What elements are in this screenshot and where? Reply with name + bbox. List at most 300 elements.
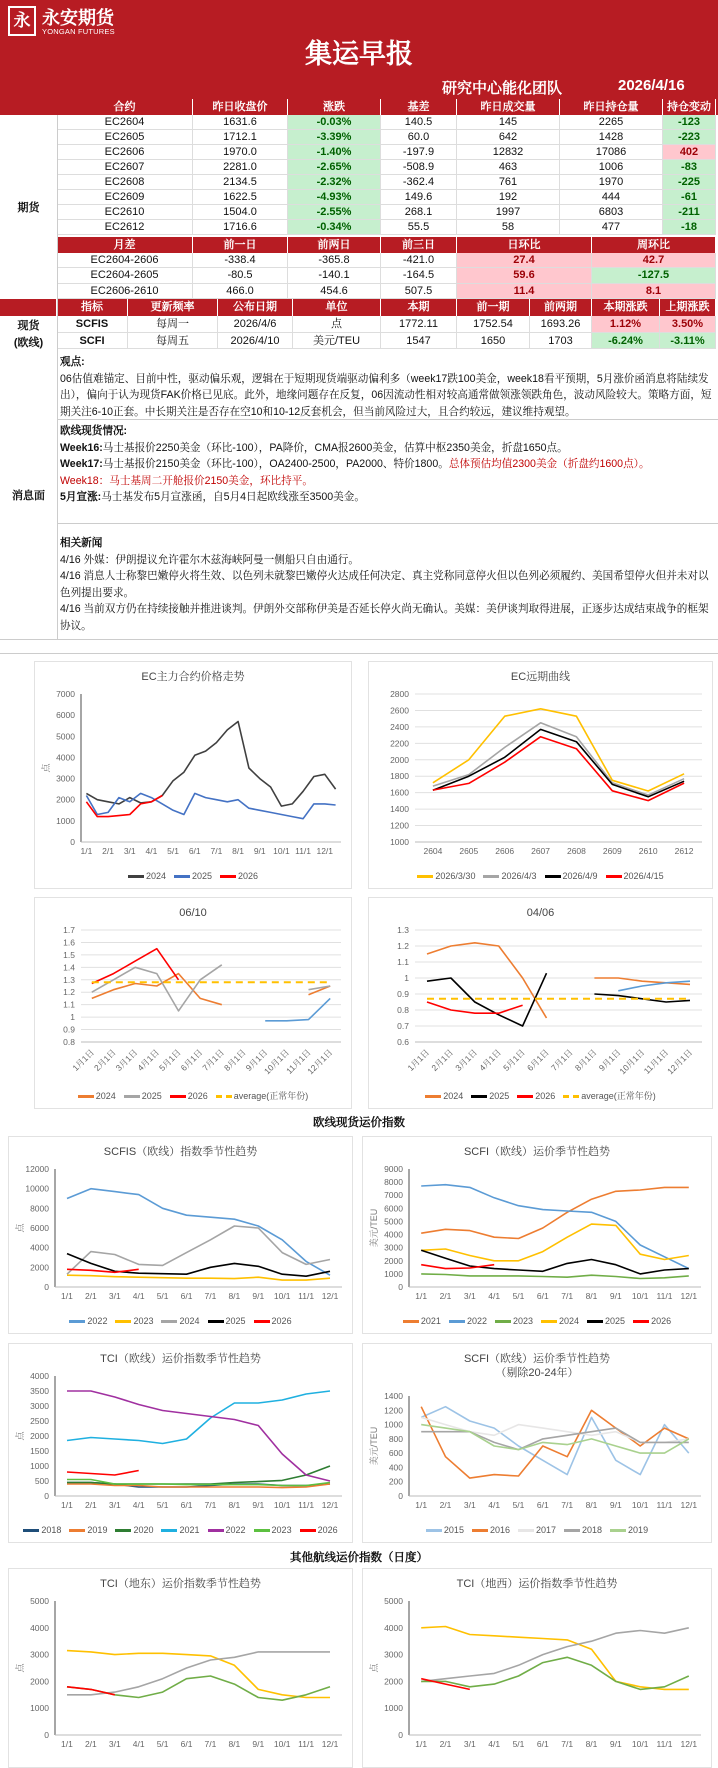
legend-swatch — [208, 1320, 224, 1323]
x-tick-label: 1/1 — [415, 1739, 428, 1749]
x-tick-label: 11/1 — [656, 1291, 673, 1301]
x-tick-label: 11/1 — [298, 1739, 315, 1749]
legend-item — [633, 1316, 671, 1327]
legend-label: 2023 — [133, 1316, 154, 1326]
x-tick-label: 12/1 — [321, 1500, 339, 1510]
x-tick-label: 7月1日 — [548, 1047, 575, 1073]
table-cell: 60.0 — [381, 130, 457, 144]
column-header: 涨跌 — [288, 99, 381, 115]
legend-swatch — [78, 1095, 94, 1098]
legend-swatch — [220, 875, 236, 878]
spot-line — [60, 440, 712, 457]
x-tick-label: 1/1 — [80, 846, 93, 856]
series-line-2023 — [67, 1275, 330, 1280]
legend-label: 2026/4/3 — [501, 871, 537, 881]
table-cell: 2281.0 — [193, 160, 288, 174]
column-header: 更新频率 — [128, 299, 218, 316]
x-tick-label: 2610 — [638, 846, 658, 856]
y-tick-label: 4000 — [384, 1622, 403, 1633]
y-tick-label: 9000 — [384, 1164, 403, 1174]
column-header: 单位 — [293, 299, 381, 316]
column-header: 昨日收盘价 — [193, 99, 288, 115]
legend-label: 2026 — [317, 1525, 338, 1535]
y-axis-label: 点 — [15, 1431, 25, 1441]
y-tick-label: 1400 — [384, 1391, 403, 1401]
x-tick-label: 5/1 — [512, 1500, 525, 1510]
futures-header-row — [57, 99, 716, 115]
logo-mark-icon: 永 — [8, 6, 36, 36]
y-tick-label: 400 — [388, 1462, 403, 1473]
legend-label: 2019 — [628, 1525, 649, 1535]
y-tick-label: 12000 — [25, 1164, 49, 1174]
table-cell: -140.1 — [288, 268, 381, 282]
table-cell: EC2612 — [57, 220, 193, 234]
x-tick-label: 10/1 — [273, 1739, 291, 1749]
y-tick-label: 5000 — [56, 731, 75, 742]
column-header: 基差 — [381, 99, 457, 115]
legend-item — [403, 1316, 441, 1327]
chart-legend — [13, 1316, 348, 1327]
series-line-2026/3/30 — [433, 709, 684, 791]
analysis-block — [60, 354, 712, 420]
table-row — [57, 175, 716, 190]
table-cell: 6803 — [560, 205, 663, 219]
y-tick-label: 2000 — [384, 1676, 403, 1687]
x-tick-label: 6/1 — [180, 1500, 193, 1510]
series-line-2023 — [421, 1274, 689, 1279]
y-tick-label: 0 — [44, 1282, 49, 1292]
legend-swatch — [69, 1529, 85, 1532]
table-cell: 59.6 — [457, 268, 592, 282]
series-line-2026 — [86, 796, 162, 817]
x-tick-label: 12/1 — [321, 1739, 339, 1749]
table-cell: 3.50% — [660, 316, 716, 332]
chart-plot — [35, 662, 351, 888]
legend-swatch — [115, 1529, 131, 1532]
y-axis-label: 点 — [369, 1663, 379, 1673]
x-tick-label: 4/1 — [132, 1500, 145, 1510]
y-tick-label: 2000 — [30, 1676, 49, 1687]
legend-item — [563, 1091, 656, 1102]
legend-swatch — [170, 1095, 186, 1098]
legend-label: 2024 — [179, 1316, 200, 1326]
legend-item — [610, 1525, 648, 1536]
x-tick-label: 6/1 — [180, 1739, 193, 1749]
column-header: 月差 — [57, 237, 193, 253]
legend-swatch — [606, 875, 622, 878]
x-tick-label: 1/1 — [61, 1739, 73, 1749]
y-tick-label: 3000 — [384, 1242, 403, 1253]
table-row — [57, 130, 716, 145]
series-line-2021 — [67, 1391, 330, 1444]
legend-swatch — [449, 1320, 465, 1323]
legend-swatch — [174, 875, 190, 878]
section-title-other-routes: 其他航线运价指数（日度） — [290, 1552, 428, 1564]
x-tick-label: 11/1 — [656, 1500, 673, 1510]
x-tick-label: 12/1 — [680, 1291, 698, 1301]
legend-swatch — [518, 1529, 534, 1532]
table-row — [57, 268, 716, 283]
table-cell: EC2610 — [57, 205, 193, 219]
legend-swatch — [254, 1529, 270, 1532]
y-tick-label: 7000 — [384, 1190, 403, 1201]
x-tick-label: 2607 — [531, 846, 551, 856]
x-tick-label: 8/1 — [585, 1500, 598, 1510]
x-tick-label: 6/1 — [188, 846, 201, 856]
legend-label: 2015 — [443, 1525, 464, 1535]
legend-label: 2026/4/9 — [562, 871, 598, 881]
table-cell: 149.6 — [381, 190, 457, 204]
y-tick-label: 1.1 — [397, 957, 409, 967]
legend-item — [161, 1525, 199, 1536]
chart-legend — [373, 871, 708, 882]
column-header: 周环比 — [592, 237, 716, 253]
table-cell: -123 — [663, 115, 716, 129]
x-tick-label: 9月1日 — [596, 1047, 623, 1073]
column-header: 昨日持仓量 — [560, 99, 663, 115]
x-tick-label: 4/1 — [488, 1291, 501, 1301]
x-tick-label: 6/1 — [536, 1739, 549, 1749]
series-line-series-1 — [421, 1628, 689, 1682]
legend-swatch — [403, 1320, 419, 1323]
table-cell: -225 — [663, 175, 716, 189]
chart-title-text: SCFI（欧线）运价季节性趋势 — [463, 1146, 611, 1158]
spot-line — [60, 489, 712, 506]
x-tick-label: 2/1 — [84, 1739, 97, 1749]
analysis-text: 06估值难锚定、目前中性，驱动偏乐观，逻辑在于短期现货端驱动偏利多（week17跌100美金，week18看平预期，5月涨价函消息将陆续发出），偏向于认为现货FAK价格已见底。此外，地缘问题存在反复，06因流动性相对较高通常做领涨领跌角色，波动风险较大。策略方面，短期关注6-10正套。中长期关注是否存在空10和10-12反套机会，但当前风险过大，且合约较远，建议维持观望。 — [60, 372, 712, 418]
table-cell: 642 — [457, 130, 560, 144]
x-tick-label: 1月1日 — [70, 1047, 97, 1073]
table-cell: EC2604-2606 — [57, 253, 193, 267]
x-tick-label: 10/1 — [631, 1291, 649, 1301]
spot-line-label: Week16: — [60, 441, 103, 454]
x-tick-label: 7/1 — [204, 1500, 217, 1510]
table-cell: 每周一 — [128, 316, 218, 332]
legend-label: 2016 — [489, 1525, 510, 1535]
x-tick-label: 3/1 — [108, 1500, 121, 1510]
chart-scfi-seasonal — [362, 1136, 712, 1334]
x-tick-label: 2606 — [495, 846, 515, 856]
legend-swatch — [495, 1320, 511, 1323]
x-tick-label: 3/1 — [123, 846, 136, 856]
legend-swatch — [541, 1320, 557, 1323]
x-tick-label: 9/1 — [252, 1739, 265, 1749]
y-tick-label: 1200 — [384, 1405, 403, 1416]
x-tick-label: 10/1 — [273, 1291, 291, 1301]
y-tick-label: 3000 — [384, 1649, 403, 1660]
x-tick-label: 7/1 — [204, 1739, 217, 1749]
table-cell: 58 — [457, 220, 560, 234]
legend-swatch — [161, 1320, 177, 1323]
y-tick-label: 1500 — [30, 1446, 49, 1456]
legend-label: average(正常年份) — [233, 1091, 309, 1101]
table-row — [57, 190, 716, 205]
chart-title-text: TCI（地西）运价指数季节性趋势 — [456, 1578, 618, 1590]
table-cell: -0.34% — [288, 220, 381, 234]
x-tick-label: 5/1 — [512, 1291, 525, 1301]
chart-title-text: EC主力合约价格走势 — [141, 671, 245, 683]
spot-line-label: Week17: — [60, 458, 103, 470]
legend-label: 2023 — [512, 1316, 533, 1326]
series-line-series-0 — [67, 1651, 330, 1698]
legend-swatch — [300, 1529, 316, 1532]
y-axis-label: 美元/TEU — [369, 1208, 379, 1248]
x-tick-label: 2/1 — [84, 1291, 97, 1301]
x-tick-label: 2604 — [423, 846, 443, 856]
legend-label: 2018 — [41, 1525, 62, 1535]
series-line-2024 — [86, 722, 335, 807]
spreads-header-row — [57, 237, 716, 253]
legend-label: 2022 — [466, 1316, 487, 1326]
table-cell: SCFIS — [57, 316, 128, 332]
x-tick-label: 11月1日 — [284, 1047, 313, 1076]
legend-item — [495, 1316, 533, 1327]
legend-item — [483, 871, 536, 882]
y-tick-label: 6000 — [384, 1203, 403, 1214]
divider — [0, 639, 718, 640]
legend-swatch — [610, 1529, 626, 1532]
table-cell: 11.4 — [457, 284, 592, 298]
chart-scfi-excl — [362, 1343, 712, 1543]
legend-label: 2026 — [238, 871, 259, 881]
legend-label: 2025 — [489, 1091, 510, 1101]
y-tick-label: 0 — [44, 1491, 49, 1501]
x-tick-label: 2月1日 — [429, 1047, 456, 1073]
y-tick-label: 0 — [398, 1491, 403, 1501]
x-tick-label: 7/1 — [561, 1500, 574, 1510]
legend-label: 2025 — [605, 1316, 626, 1326]
divider — [0, 653, 718, 654]
y-tick-label: 3000 — [30, 1649, 49, 1660]
legend-swatch — [208, 1529, 224, 1532]
legend-swatch — [545, 875, 561, 878]
x-tick-label: 3/1 — [463, 1739, 476, 1749]
legend-swatch — [564, 1529, 580, 1532]
legend-label: 2025 — [191, 871, 213, 881]
chart-title-text: SCFIS（欧线）指数季节性趋势 — [103, 1146, 258, 1158]
column-header: 上期涨跌 — [660, 299, 716, 316]
table-cell: -362.4 — [381, 175, 457, 189]
table-cell: 2026/4/6 — [218, 316, 293, 332]
y-tick-label: 2600 — [390, 705, 409, 716]
y-tick-label: 0 — [70, 837, 75, 847]
x-tick-label: 1/1 — [61, 1291, 73, 1301]
y-tick-label: 1 — [404, 973, 409, 983]
x-tick-label: 10/1 — [273, 846, 290, 856]
news-item: 4/16 当前双方仍在持续接触并推进谈判。伊朗外交部称伊美是否延长停火尚无确认。美媒：美伊谈判取得进展，正逐步达成结束战争的框架协议。 — [60, 603, 709, 632]
y-axis-label: 点 — [15, 1223, 25, 1233]
legend-item — [254, 1316, 292, 1327]
legend-item — [78, 1091, 116, 1102]
series-line-2025 — [92, 965, 330, 1011]
table-cell: 2134.5 — [193, 175, 288, 189]
x-tick-label: 4月1日 — [477, 1047, 503, 1073]
table-row — [57, 253, 716, 268]
table-cell: 每周五 — [128, 333, 218, 349]
legend-label: 2017 — [535, 1525, 557, 1535]
y-tick-label: 1200 — [390, 820, 409, 831]
chart-legend — [367, 1525, 707, 1536]
y-tick-label: 1.5 — [63, 949, 75, 960]
x-tick-label: 10/1 — [273, 1500, 291, 1510]
x-tick-label: 1月1日 — [405, 1047, 432, 1073]
x-tick-label: 5/1 — [156, 1500, 169, 1510]
x-tick-label: 8月1日 — [221, 1047, 248, 1073]
legend-item — [115, 1525, 153, 1536]
x-tick-label: 9/1 — [253, 846, 266, 856]
x-tick-label: 1/1 — [415, 1500, 428, 1510]
legend-label: 2025 — [225, 1316, 246, 1326]
column-header: 合约 — [57, 99, 193, 115]
chart-tci-med-east — [8, 1568, 353, 1768]
divider — [57, 523, 718, 524]
table-cell: -365.8 — [288, 253, 381, 267]
x-tick-label: 5/1 — [156, 1739, 169, 1749]
y-tick-label: 2000 — [390, 754, 409, 765]
column-header: 本期 — [381, 299, 457, 316]
table-cell: 1631.6 — [193, 115, 288, 129]
legend-swatch — [563, 1095, 579, 1098]
x-tick-label: 11/1 — [295, 846, 312, 856]
table-cell: -80.5 — [193, 268, 288, 282]
y-tick-label: 0.6 — [397, 1037, 409, 1047]
spot-situation-title: 欧线现货情况: — [60, 425, 128, 437]
chart-legend — [13, 1525, 348, 1536]
chart-plot — [363, 1569, 711, 1767]
legend-item — [115, 1316, 153, 1327]
x-tick-label: 7/1 — [561, 1291, 574, 1301]
table-row — [57, 284, 716, 299]
x-tick-label: 4/1 — [488, 1500, 501, 1510]
legend-item — [564, 1525, 602, 1536]
x-tick-label: 12/1 — [680, 1739, 698, 1749]
legend-item — [161, 1316, 199, 1327]
chart-spread-04-06 — [368, 897, 713, 1109]
x-tick-label: 4月1日 — [135, 1047, 162, 1073]
y-tick-label: 1600 — [390, 787, 409, 798]
team-name: 研究中心能化团队 — [442, 80, 563, 97]
table-cell: 761 — [457, 175, 560, 189]
spot-line-highlight: Week18：马士基周二开舱报价2150美金，环比持平。 — [60, 474, 313, 487]
section-title-spot-index: 欧线现货运价指数 — [313, 1117, 405, 1129]
table-cell: 17086 — [560, 145, 663, 159]
spot-situation-block — [60, 423, 712, 506]
spot-line-label: 5月宣涨: — [60, 491, 102, 503]
legend-swatch — [587, 1320, 603, 1323]
chart-legend — [367, 1316, 707, 1327]
series-line-2026 — [427, 1002, 523, 1013]
column-header: 指标 — [57, 299, 128, 316]
table-cell: 12832 — [457, 145, 560, 159]
table-cell: 1622.5 — [193, 190, 288, 204]
legend-swatch — [483, 875, 499, 878]
y-tick-label: 0.7 — [397, 1021, 409, 1031]
divider — [57, 419, 718, 420]
table-cell: 402 — [663, 145, 716, 159]
y-tick-label: 1000 — [30, 1461, 49, 1471]
series-line-2026 — [92, 949, 179, 984]
table-cell: 463 — [457, 160, 560, 174]
table-cell: 1006 — [560, 160, 663, 174]
table-cell: 1693.26 — [530, 316, 592, 332]
chart-title-text: 06/10 — [179, 907, 207, 919]
futures-label: 期货 — [17, 202, 40, 214]
x-tick-label: 11/1 — [298, 1291, 315, 1301]
legend-label: 2026/4/15 — [623, 871, 664, 881]
table-cell: EC2604-2605 — [57, 268, 193, 282]
y-tick-label: 1.6 — [63, 937, 75, 948]
chart-plot — [369, 662, 712, 888]
legend-item — [300, 1525, 338, 1536]
series-line-series-1 — [67, 1652, 330, 1695]
column-header: 前两期 — [530, 299, 592, 316]
legend-item — [425, 1091, 463, 1102]
x-tick-label: 5/1 — [512, 1739, 525, 1749]
x-tick-label: 10月1日 — [617, 1047, 647, 1077]
table-cell: 268.1 — [381, 205, 457, 219]
x-tick-label: 2/1 — [439, 1739, 452, 1749]
legend-swatch — [254, 1320, 270, 1323]
column-header: 昨日成交量 — [457, 99, 560, 115]
series-line-series-3 — [421, 1679, 470, 1690]
legend-swatch — [128, 875, 144, 878]
x-tick-label: 2月1日 — [91, 1047, 118, 1073]
x-tick-label: 1/1 — [61, 1500, 73, 1510]
series-line-series-3 — [67, 1687, 115, 1695]
chart-plot — [363, 1137, 711, 1333]
table-cell: -2.55% — [288, 205, 381, 219]
x-tick-label: 8/1 — [585, 1291, 598, 1301]
chart-title-text: TCI（欧线）运价指数季节性趋势 — [100, 1353, 261, 1365]
y-tick-label: 3500 — [30, 1386, 49, 1396]
x-tick-label: 2/1 — [84, 1500, 97, 1510]
legend-swatch — [417, 875, 433, 878]
x-tick-label: 10/1 — [631, 1739, 649, 1749]
legend-item — [220, 871, 258, 882]
series-line-2026/4/9 — [433, 729, 684, 796]
table-cell: EC2608 — [57, 175, 193, 189]
legend-label: 2019 — [87, 1525, 108, 1535]
x-tick-label: 7/1 — [210, 846, 223, 856]
x-tick-label: 3/1 — [108, 1291, 121, 1301]
header-spacer — [0, 299, 57, 316]
x-tick-label: 3/1 — [463, 1291, 476, 1301]
x-tick-label: 7/1 — [204, 1291, 217, 1301]
divider — [57, 115, 58, 639]
legend-item — [174, 871, 212, 882]
spot-label-region: (欧线) — [13, 337, 44, 349]
table-cell: 42.7 — [592, 253, 716, 267]
legend-label: 2024 — [559, 1316, 580, 1326]
chart-tci-med-west — [362, 1568, 712, 1768]
legend-item — [128, 871, 166, 882]
x-tick-label: 9/1 — [609, 1739, 622, 1749]
table-cell: 1504.0 — [193, 205, 288, 219]
legend-item — [517, 1091, 555, 1102]
x-tick-label: 6/1 — [536, 1291, 549, 1301]
x-tick-label: 11月1日 — [641, 1047, 671, 1076]
table-cell: -1.40% — [288, 145, 381, 159]
y-tick-label: 1.3 — [397, 925, 409, 935]
y-tick-label: 1.2 — [397, 941, 409, 951]
y-axis-label: 点 — [41, 763, 51, 773]
x-tick-label: 8/1 — [585, 1739, 598, 1749]
table-cell: 454.6 — [288, 284, 381, 298]
table-row — [57, 145, 716, 160]
y-tick-label: 1.7 — [63, 925, 75, 935]
chart-subtitle: （剔除20-24年） — [495, 1367, 579, 1379]
x-tick-label: 12月1日 — [305, 1047, 335, 1077]
